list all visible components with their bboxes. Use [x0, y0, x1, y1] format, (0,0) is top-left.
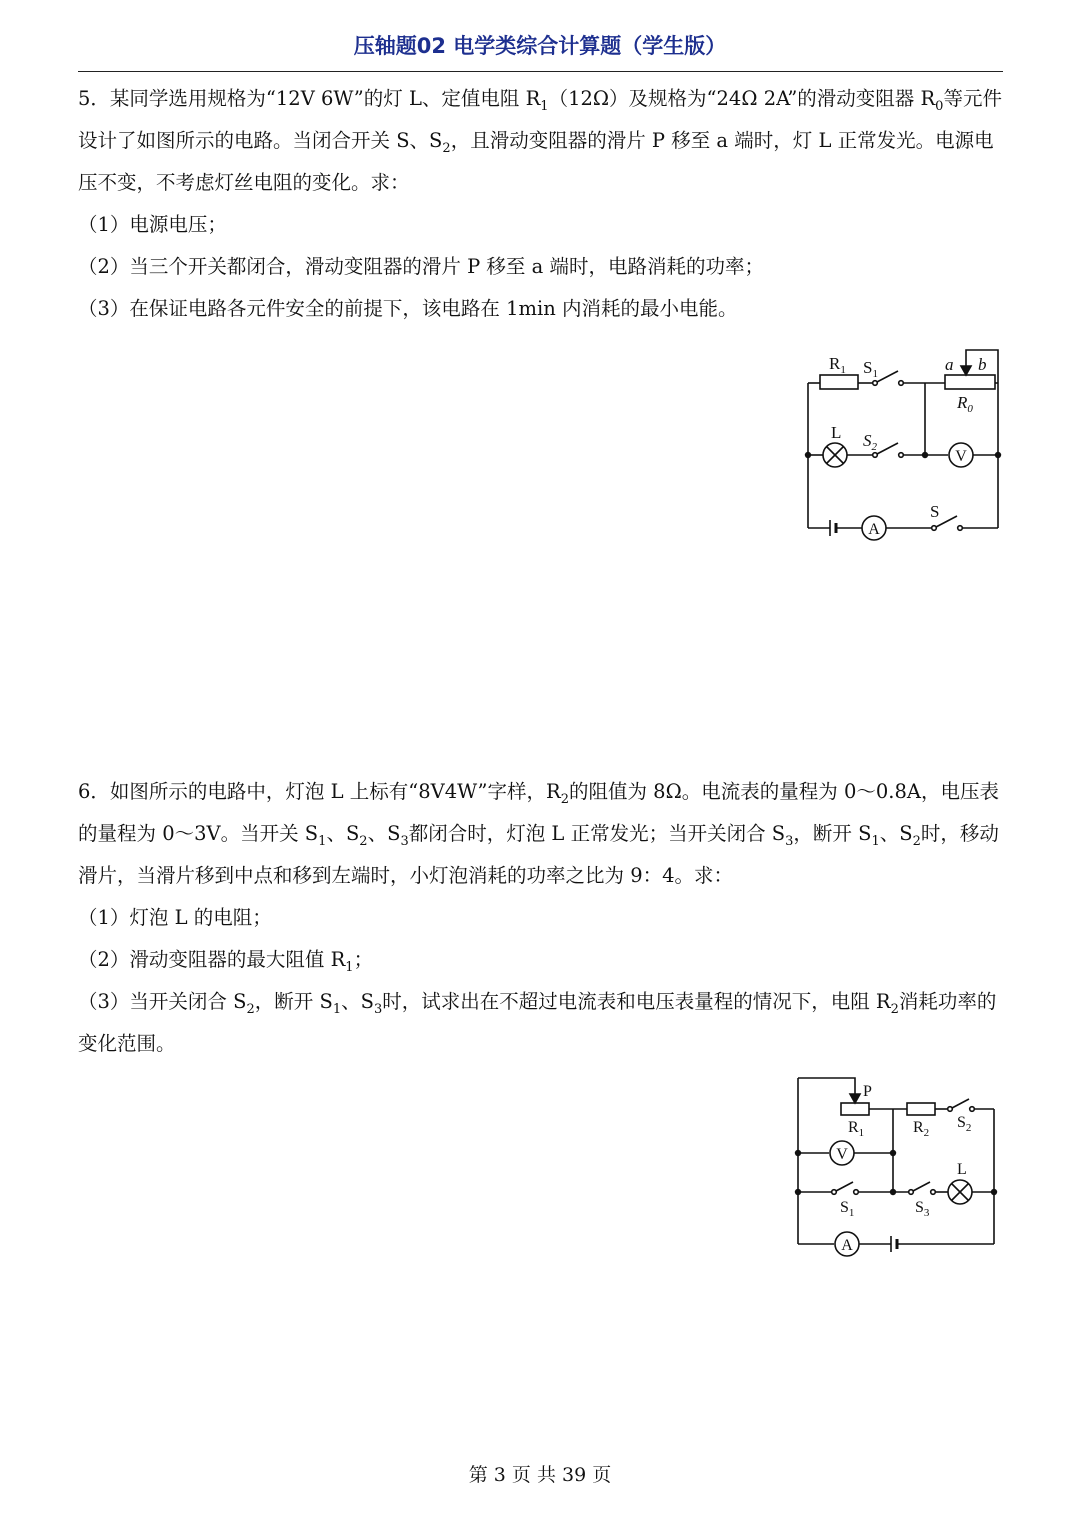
q6-intro-text-5: 都闭合时，灯泡 L 正常发光；当开关闭合 S — [408, 822, 786, 845]
question-5 — [78, 78, 1006, 330]
q6-switch-s1-blade — [836, 1182, 853, 1191]
q6-label-r2: $R_2$ — [913, 1119, 930, 1139]
q6-junction-left-2 — [795, 1189, 801, 1195]
q6-intro-sub-7: 2 — [912, 833, 921, 849]
q6-intro-sub-2: 1 — [318, 833, 327, 849]
q6-slider-wire — [798, 1078, 855, 1095]
q6-label-s1: $S_1$ — [840, 1199, 855, 1219]
page-footer — [0, 1460, 1080, 1487]
q5-slider-arrow — [961, 366, 971, 375]
q5-label-s2: $S_2$ — [863, 431, 877, 453]
q6-intro-text-2: 的阻值为 8Ω。电流表的量程为 0～0.8A，电压表的量程为 0～3V。当开关 S — [78, 780, 999, 845]
q6-intro-sub-6: 1 — [871, 833, 880, 849]
q5-switch-s1-blade — [877, 371, 898, 382]
q6-item-3-text-1: （3）当开关闭合 S — [78, 990, 247, 1013]
q6-rheostat-r1 — [841, 1103, 869, 1115]
q5-intro-sub-2: 0 — [935, 98, 944, 114]
q6-label-s3: $S_3$ — [915, 1199, 930, 1219]
q6-item-3-text-4: 时，试求出在不超过电流表和电压表量程的情况下，电阻 R — [382, 990, 891, 1013]
q5-switch-s-contact-2 — [958, 526, 963, 531]
q5-label-b: b — [978, 355, 987, 374]
q6-item-3-sub-3: 3 — [373, 1001, 383, 1017]
q6-circuit-diagram — [785, 1070, 1010, 1260]
q5-label-a: a — [945, 355, 954, 374]
q6-intro-text-4: 、S — [367, 822, 401, 845]
q6-item-3-sub-2: 1 — [332, 1001, 342, 1017]
q5-item-1: （1）电源电压； — [78, 213, 227, 236]
q5-switch-s1-contact-2 — [899, 381, 904, 386]
q5-intro-text-1: 5．某同学选用规格为“12V 6W”的灯 L、定值电阻 R — [78, 87, 541, 110]
q5-junction-right — [995, 452, 1001, 458]
footer-page-number: 3 — [493, 1464, 506, 1486]
q5-item-2: （2）当三个开关都闭合，滑动变阻器的滑片 P 移至 a 端时，电路消耗的功率； — [78, 255, 764, 278]
q5-switch-s2-contact-2 — [899, 453, 904, 458]
q5-label-v: V — [955, 448, 967, 465]
q6-intro-sub-5: 3 — [785, 833, 794, 849]
q6-intro-text-7: 、S — [879, 822, 913, 845]
q6-switch-s1-contact-1 — [832, 1190, 837, 1195]
footer-total-pages: 39 — [562, 1464, 587, 1486]
q6-item-3-text-3: 、S — [341, 990, 374, 1013]
q6-intro-sub-4: 3 — [400, 833, 409, 849]
q6-junction-right — [991, 1189, 997, 1195]
q5-junction-left — [805, 452, 811, 458]
q6-switch-s3-contact-1 — [909, 1190, 914, 1195]
q5-intro — [78, 78, 1006, 204]
q5-intro-text-3: 等元件设计了如图所示的电路。当闭合开关 S、S — [78, 87, 1002, 152]
q5-label-s1: $S_1$ — [863, 358, 878, 380]
q6-intro-text-3: 、S — [326, 822, 360, 845]
q6-intro-text-6: ，断开 S — [793, 822, 872, 845]
q6-intro-text-1: 6．如图所示的电路中，灯泡 L 上标有“8V4W”字样，R — [78, 780, 561, 803]
q6-item-2-sub: 1 — [345, 959, 354, 975]
q5-switch-s2-contact-1 — [873, 453, 878, 458]
q5-label-l: L — [831, 423, 842, 442]
q6-label-l: L — [957, 1161, 967, 1178]
footer-suffix: 页 — [592, 1464, 612, 1486]
q6-junction-middle-2 — [890, 1189, 896, 1195]
q5-resistor-r1 — [820, 375, 858, 389]
q6-junction-left-1 — [795, 1150, 801, 1156]
q6-item-2-text-2: ； — [353, 948, 374, 971]
q6-intro — [78, 771, 1006, 897]
q6-item-2 — [78, 939, 1006, 981]
header-divider — [78, 71, 1003, 72]
q6-item-3 — [78, 981, 1006, 1065]
q5-intro-sub-1: 1 — [540, 98, 549, 114]
q6-label-v: V — [836, 1146, 848, 1163]
q6-item-3-text-2: ，断开 S — [254, 990, 333, 1013]
q6-switch-s2-contact-1 — [948, 1107, 953, 1112]
q6-slider-arrow — [850, 1094, 860, 1103]
q5-circuit-diagram — [795, 340, 1015, 545]
q5-intro-text-2: （12Ω）及规格为“24Ω 2A”的滑动变阻器 R — [548, 87, 936, 110]
q5-intro-sub-3: 2 — [442, 140, 451, 156]
q5-junction-middle — [922, 452, 928, 458]
footer-prefix: 第 — [468, 1464, 488, 1486]
q5-switch-s1-contact-1 — [873, 381, 878, 386]
q6-item-3-text-5: 消耗功率的变化范围。 — [78, 990, 997, 1055]
q6-item-3-sub-4: 2 — [890, 1001, 899, 1017]
q5-switch-s-contact-1 — [932, 526, 937, 531]
q6-intro-sub-1: 2 — [560, 791, 569, 807]
q6-switch-s2-contact-2 — [970, 1107, 975, 1112]
q6-label-p: P — [863, 1083, 872, 1100]
q6-item-2-text-1: （2）滑动变阻器的最大阻值 R — [78, 948, 346, 971]
q6-switch-s1-contact-2 — [854, 1190, 859, 1195]
footer-middle: 页 共 — [511, 1464, 556, 1486]
q6-label-s2: $S_2$ — [957, 1114, 972, 1134]
q5-switch-s2-blade — [877, 443, 898, 454]
q5-rheostat-r0 — [945, 375, 995, 389]
q6-switch-s2-blade — [952, 1099, 969, 1108]
q5-item-3: （3）在保证电路各元件安全的前提下，该电路在 1min 内消耗的最小电能。 — [78, 297, 738, 320]
q5-label-r1: $R_1$ — [829, 354, 846, 376]
question-6 — [78, 771, 1006, 1065]
q6-switch-s3-contact-2 — [931, 1190, 936, 1195]
q5-label-s: S — [930, 502, 940, 521]
q5-intro-text-4: ，且滑动变阻器的滑片 P 移至 a 端时，灯 L 正常发光。电源电压不变，不考虑灯丝电阻的变化。求： — [78, 129, 994, 194]
q6-label-r1: $R_1$ — [848, 1119, 865, 1139]
q5-label-r0: $R_0$ — [957, 393, 973, 415]
q6-item-1: （1）灯泡 L 的电阻； — [78, 906, 272, 929]
q6-item-3-sub-1: 2 — [246, 1001, 255, 1017]
q6-switch-s3-blade — [913, 1182, 930, 1191]
q6-intro-sub-3: 2 — [359, 833, 368, 849]
q6-label-a-meter: A — [841, 1237, 853, 1254]
q6-junction-middle-1 — [890, 1150, 896, 1156]
page-header-title: 压轴题02 电学类综合计算题（学生版） — [353, 34, 727, 58]
q6-resistor-r2 — [907, 1103, 935, 1115]
q5-label-a-meter: A — [868, 521, 880, 538]
q6-intro-text-8: 时，移动滑片，当滑片移到中点和移到左端时，小灯泡消耗的功率之比为 9：4。求： — [78, 822, 999, 887]
